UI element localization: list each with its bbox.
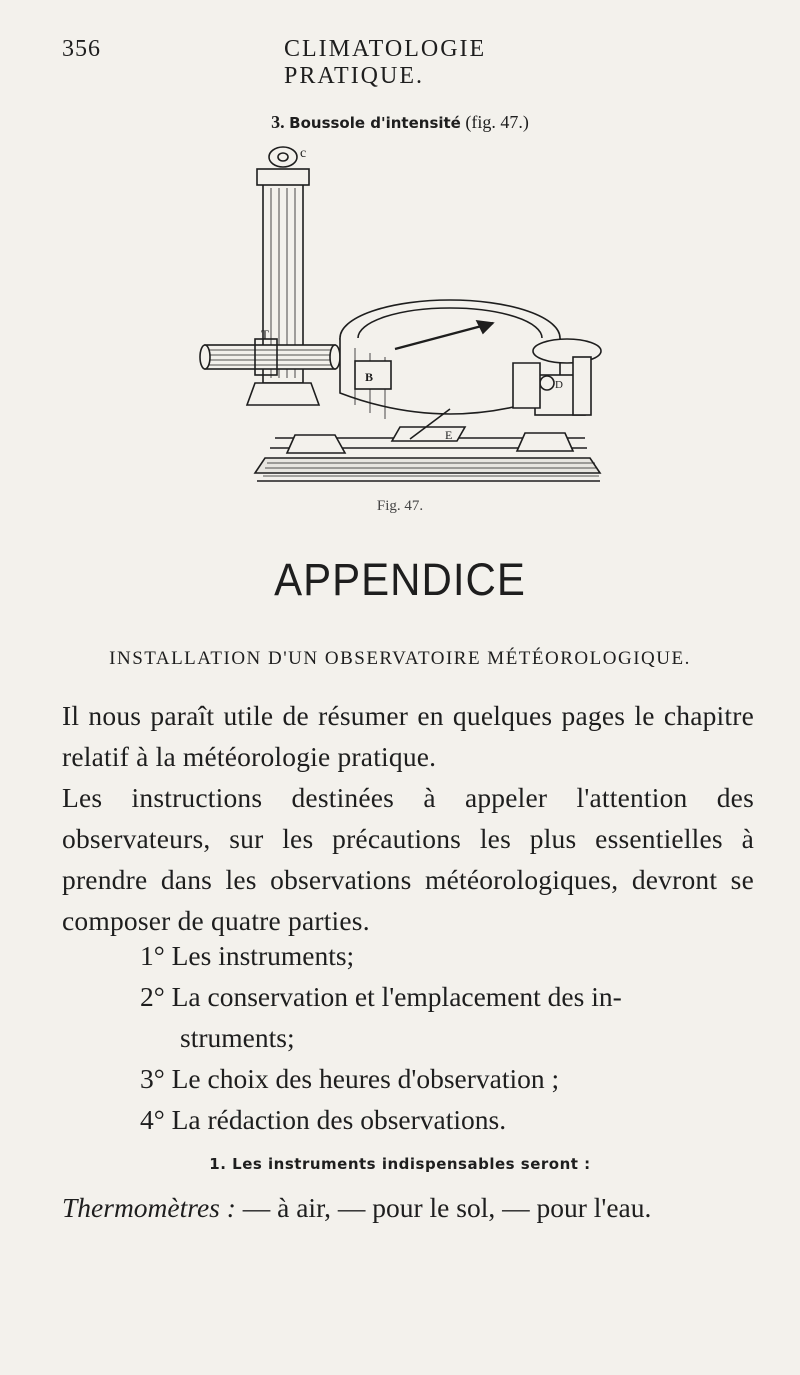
section-heading [160,112,640,133]
running-header [62,36,582,89]
label-d: D [555,379,563,391]
thermometers-label: Thermomètres : [62,1192,236,1223]
figure-caption: Fig. 47. [376,498,424,514]
numbered-list [140,935,760,1140]
page-number: 356 [62,36,101,62]
list-item: 4° La rédaction des observations. [140,1104,507,1135]
appendix-subtitle: INSTALLATION D'UN OBSERVATOIRE MÉTÉOROLOGIQUE. [109,648,691,669]
appendix-title: APPENDICE [274,554,526,605]
running-title: CLIMATOLOGIE PRATIQUE. [284,36,487,89]
thermometers-types: — à air, — pour le sol, — pour l'eau. [235,1192,652,1223]
section-title: Boussole d'intensité [289,114,461,132]
base-plate [255,458,600,473]
list-item: 1° Les instruments; [140,940,355,971]
thermometers-line [62,1187,762,1228]
list-item: 2° La conservation et l'emplacement des in- [140,981,622,1012]
figure-reference: (fig. 47.) [465,112,529,132]
label-t: T [261,327,269,342]
body-text [62,695,754,941]
list-item: 3° Le choix des heures d'observation ; [140,1063,560,1094]
section-number: 3. [271,112,285,132]
label-b: B [365,370,374,384]
label-c: c [300,146,307,161]
label-e: E [445,428,453,442]
paragraph-2: Les instructions destinées à appeler l'attention des observateurs, sur les précautions les plus essentielles à prendre dans les observations météorologiques, devront se composer de quatre parties. [62,782,754,936]
list-item-continuation: struments; [180,1022,295,1053]
compass-figure [195,143,615,493]
paragraph-1: Il nous paraît utile de résumer en quelques pages le chapitre relatif à la météorologie pratique. [62,700,754,772]
instruments-heading: 1. Les instruments indispensables seront : [209,1155,591,1173]
